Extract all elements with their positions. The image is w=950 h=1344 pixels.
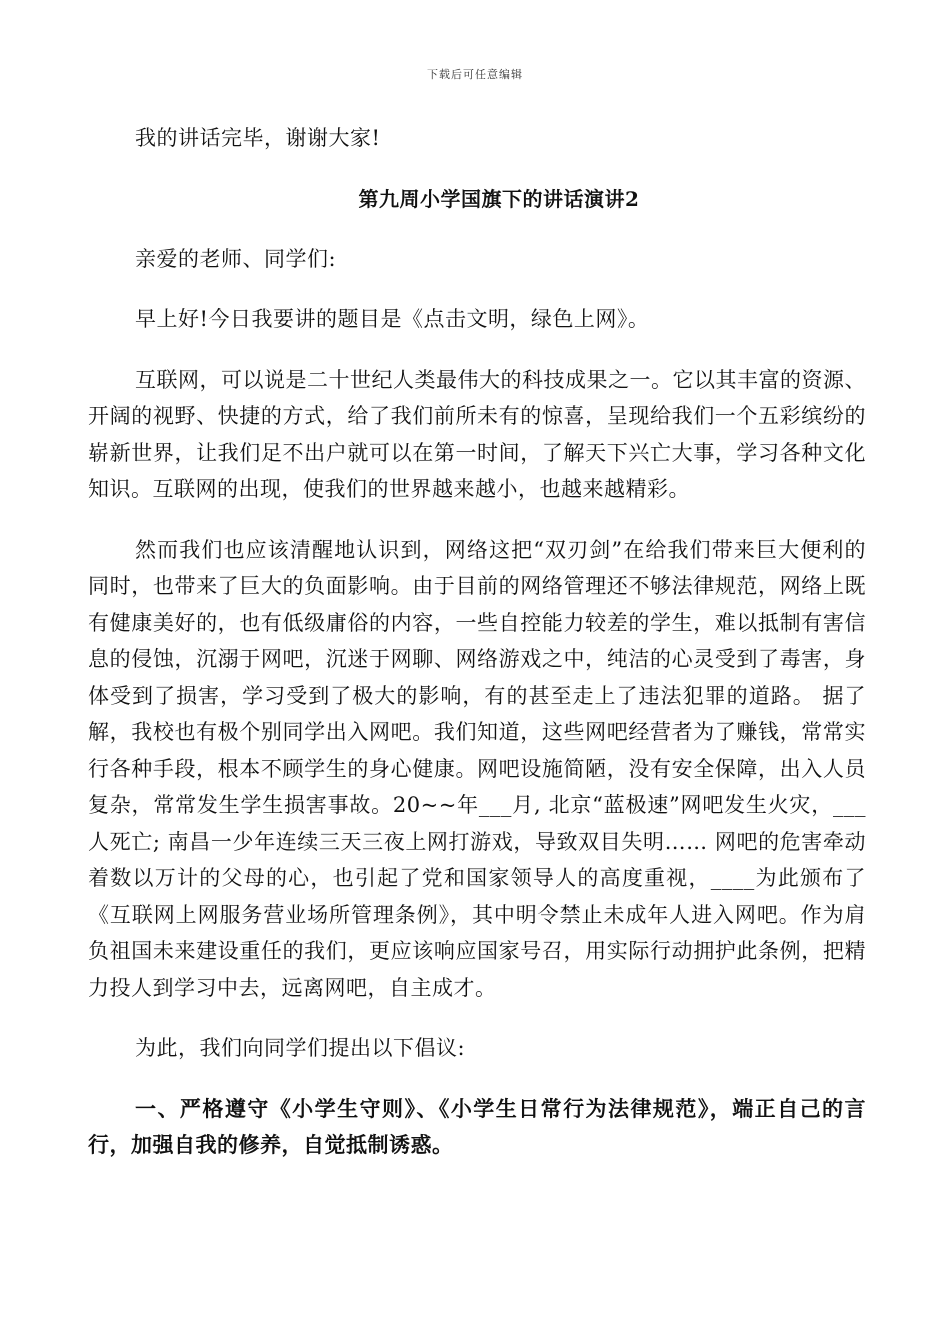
document-body bbox=[88, 120, 866, 1164]
closing-line: 我的讲话完毕，谢谢大家! bbox=[135, 126, 381, 150]
header-note: 下载后可任意编辑 bbox=[427, 68, 523, 81]
salutation: 亲爱的老师、同学们: bbox=[135, 246, 337, 271]
proposal-item-1: 一、严格遵守《小学生守则》、《小学生日常行为法律规范》，端正自己的言行，加强自我的修养，自觉抵制诱惑。 bbox=[88, 1096, 866, 1157]
greeting: 早上好!今日我要讲的题目是《点击文明，绿色上网》。 bbox=[135, 307, 650, 331]
proposal-intro: 为此，我们向同学们提出以下倡议: bbox=[135, 1036, 466, 1060]
paragraph-internet: 互联网，可以说是二十世纪人类最伟大的科技成果之一。它以其丰富的资源、开阔的视野、快捷的方式，给了我们前所未有的惊喜，呈现给我们一个五彩缤纷的崭新世界，让我们足不出户就可以在第一时间，了解天下兴亡大事，学习各种文化知识。互联网的出现，使我们的世界越来越小，也越来越精彩。 bbox=[88, 367, 866, 501]
paragraph-warning: 然而我们也应该清醒地认识到，网络这把“双刃剑”在给我们带来巨大便利的同时，也带来了巨大的负面影响。由于目前的网络管理还不够法律规范，网络上既有健康美好的，也有低级庸俗的内容，一些自控能力较差的学生，难以抵制有害信息的侵蚀，沉溺于网吧，沉迷于网聊、网络游戏之中，纯洁的心灵受到了毒害，身体受到了损害，学习受到了极大的影响，有的甚至走上了违法犯罪的道路。 据了解，我校也有极个别同学出入网吧。我们知道，这些网吧经营者为了赚钱，常常实行各种手段，根本不顾学生的身心健康。网吧设施简陋，没有安全保障，出入人员复杂，常常发生学生损害事故。20~~年___月, 北京“蓝极速”网吧发生火灾，___人死亡; 南昌一少年连续三天三夜上网打游戏，导致双目失明…… 网吧的危害牵动着数以万计的父母的心，也引起了党和国家领导人的高度重视，____为此颁布了《互联网上网服务营业场所管理条例》，其中明令禁止未成年人进入网吧。作为肩负祖国未来建设重任的我们，更应该响应国家号召，用实际行动拥护此条例，把精力投人到学习中去，远离网吧，自主成才。 bbox=[88, 537, 866, 1000]
speech-title: 第九周小学国旗下的讲话演讲2 bbox=[358, 186, 640, 211]
